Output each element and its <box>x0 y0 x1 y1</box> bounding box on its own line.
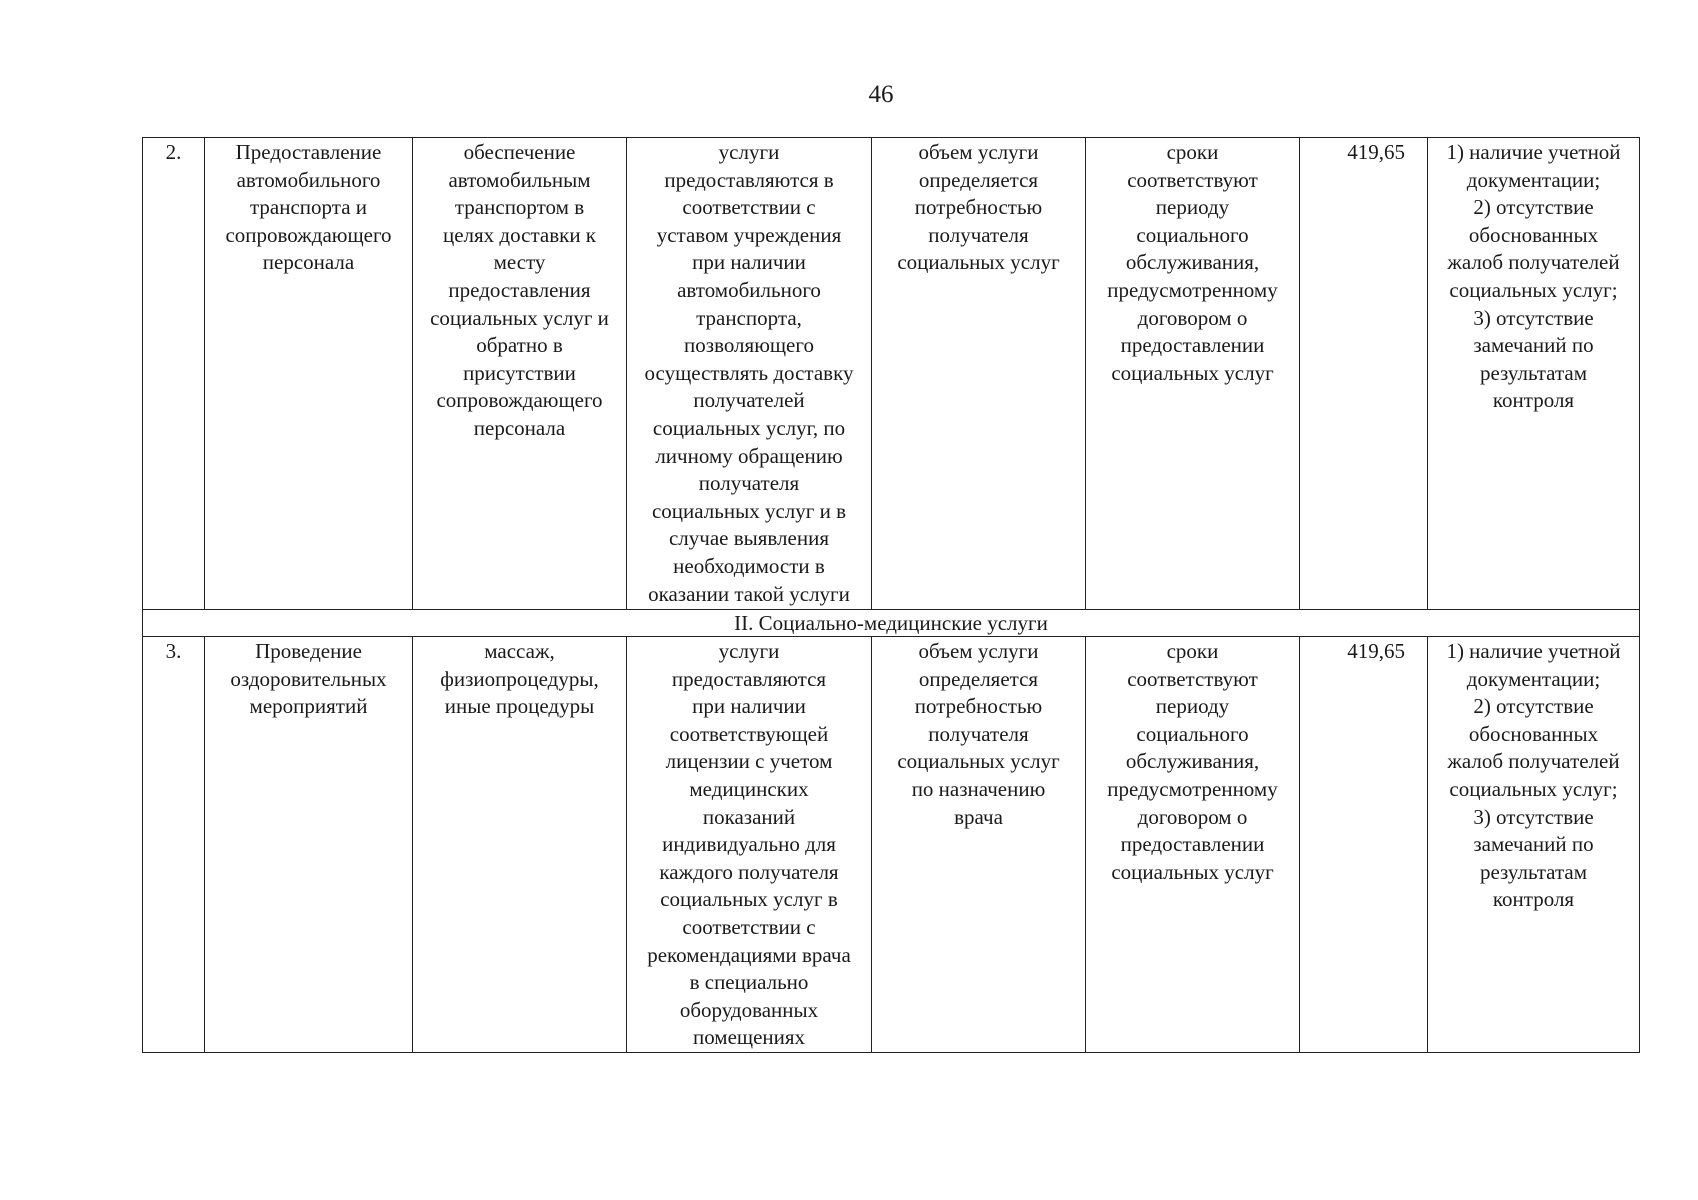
service-quality-cell: 1) наличие учетной документации; 2) отсутствие обоснованных жалоб получателей социальных услуг; 3) отсутствие замечаний по результатам контроля <box>1428 138 1640 610</box>
service-content-cell: массаж, физиопроцедуры, иные процедуры <box>413 637 627 1053</box>
service-content-cell: обеспечение автомобильным транспортом в целях доставки к месту предоставления социальных услуг и обратно в присутствии сопровождающего персонала <box>413 138 627 610</box>
table-row <box>143 138 1640 610</box>
service-quality-cell: 1) наличие учетной документации; 2) отсутствие обоснованных жалоб получателей социальных услуг; 3) отсутствие замечаний по результатам контроля <box>1428 637 1640 1053</box>
page-number: 46 <box>868 81 894 108</box>
service-price-cell: 419,65 <box>1300 637 1428 1053</box>
service-terms-cell: сроки соответствуют периоду социального обслуживания, предусмотренному договором о предоставлении социальных услуг <box>1086 637 1300 1053</box>
service-volume-cell: объем услуги определяется потребностью получателя социальных услуг по назначению врача <box>872 637 1086 1053</box>
service-name-cell: Проведение оздоровительных мероприятий <box>205 637 413 1053</box>
service-conditions-cell: услуги предоставляются при наличии соответствующей лицензии с учетом медицинских показаний индивидуально для каждого получателя социальных услуг в соответствии с рекомендациями врача в специально оборудованных помещениях <box>627 637 872 1053</box>
table-row <box>143 637 1640 1053</box>
row-number-cell: 2. <box>143 138 205 610</box>
service-conditions-cell: услуги предоставляются в соответствии с уставом учреждения при наличии автомобильного транспорта, позволяющего осуществлять доставку получателей социальных услуг, по личному обращению получателя социальных услуг и в случае выявления необходимости в оказании такой услуги <box>627 138 872 610</box>
service-name-cell: Предоставление автомобильного транспорта и сопровождающего персонала <box>205 138 413 610</box>
row-number-cell: 3. <box>143 637 205 1053</box>
service-terms-cell: сроки соответствуют периоду социального обслуживания, предусмотренному договором о предоставлении социальных услуг <box>1086 138 1300 610</box>
service-price-cell: 419,65 <box>1300 138 1428 610</box>
service-volume-cell: объем услуги определяется потребностью получателя социальных услуг <box>872 138 1086 610</box>
services-table <box>142 137 1640 1053</box>
section-header-row <box>143 610 1640 637</box>
section-title: II. Социально-медицинские услуги <box>143 610 1640 637</box>
